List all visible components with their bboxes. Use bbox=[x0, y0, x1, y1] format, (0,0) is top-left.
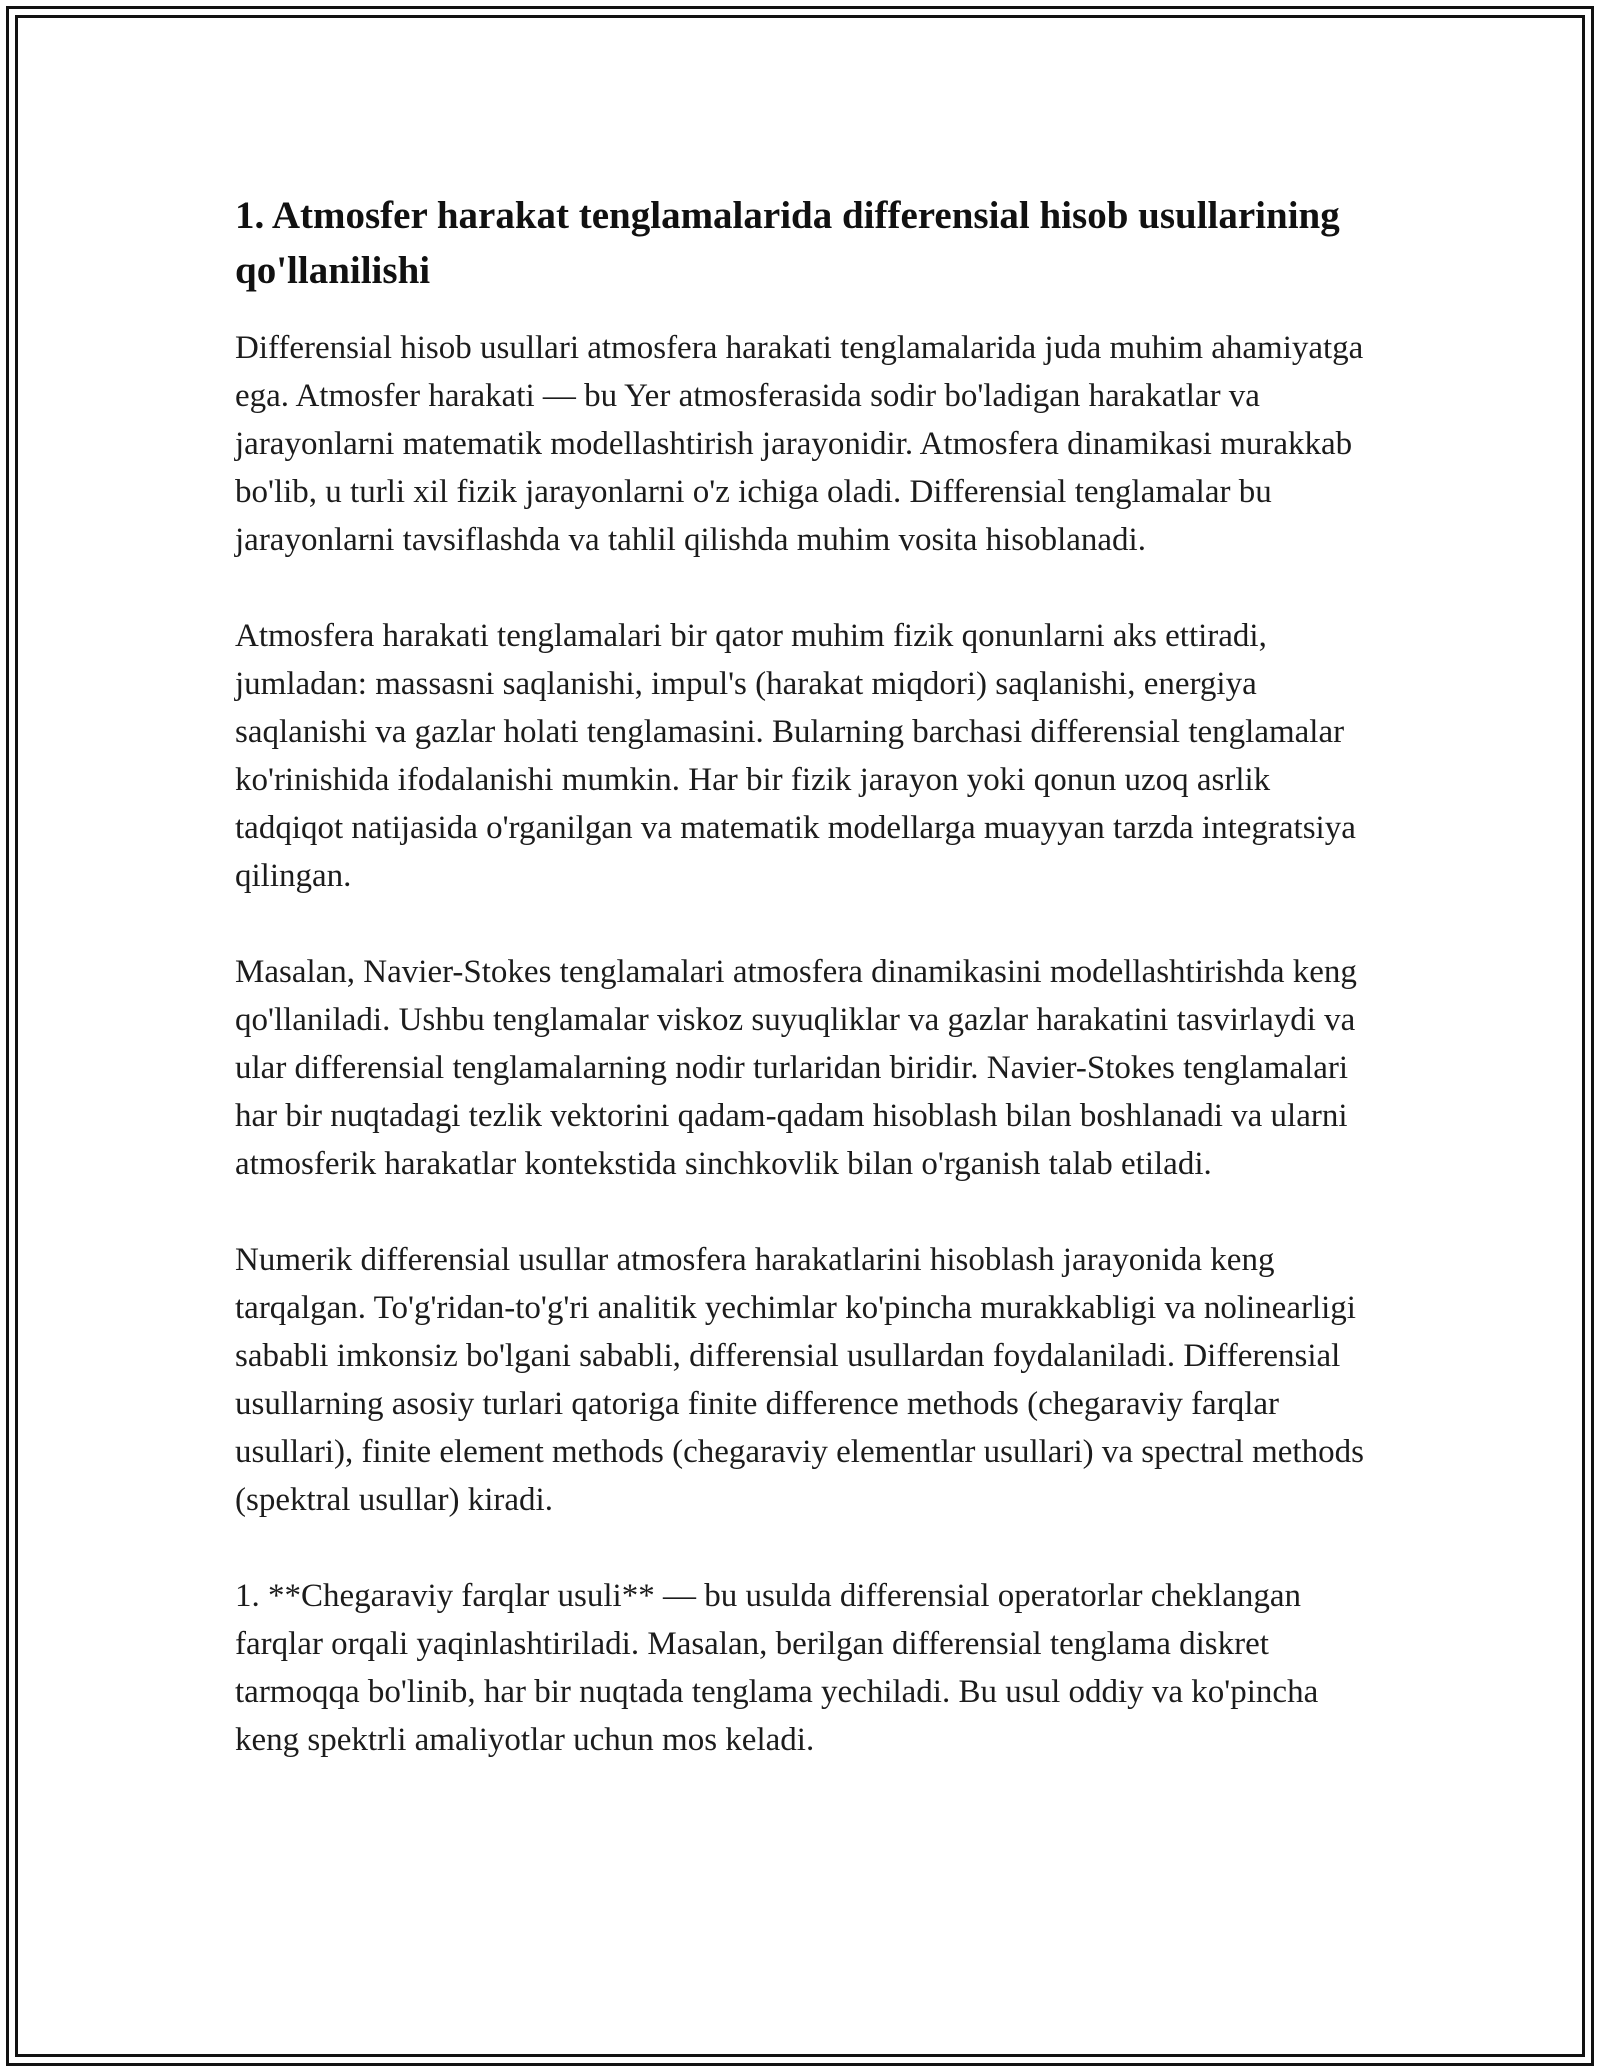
paragraph-numerical-methods: Numerik differensial usullar atmosfera harakatlarini hisoblash jarayonida keng tarqalgan. To'g'ridan-to'g'ri analitik yechimlar ko'pincha murakkabligi va nolinearligi sababli imkonsiz bo'lgani sababli, differensial usullardan foydalaniladi. Differensial usullarning asosiy turlari qatoriga finite difference methods (chegaraviy farqlar usullari), finite element methods (chegaraviy elementlar usullari) va spectral methods (spektral usullar) kiradi. bbox=[235, 1242, 1364, 1518]
section-heading: 1. Atmosfer harakat tenglamalarida differensial hisob usullarining qo'llanilishi bbox=[235, 194, 1340, 292]
paragraph-physical-laws: Atmosfera harakati tenglamalari bir qator muhim fizik qonunlarni aks ettiradi, jumladan: massasni saqlanishi, impul's (harakat miqdori) saqlanishi, energiya saqlanishi va gazlar holati tenglamasini. Bularning barchasi differensial tenglamalar ko'rinishida ifodalanishi mumkin. Har bir fizik jarayon yoki qonun uzoq asrlik tadqiqot natijasida o'rganilgan va matematik modellarga muayyan tarzda integratsiya qilingan. bbox=[235, 618, 1356, 894]
paragraph-navier-stokes: Masalan, Navier-Stokes tenglamalari atmosfera dinamikasini modellashtirishda keng qo'llaniladi. Ushbu tenglamalar viskoz suyuqliklar va gazlar harakatini tasvirlaydi va ular differensial tenglamalarning nodir turlaridan biridir. Navier-Stokes tenglamalari har bir nuqtadagi tezlik vektorini qadam-qadam hisoblash bilan boshlanadi va ularni atmosferik harakatlar kontekstida sinchkovlik bilan o'rganish talab etiladi. bbox=[235, 954, 1357, 1182]
paragraph-finite-difference: 1. **Chegaraviy farqlar usuli** — bu usulda differensial operatorlar cheklangan farqlar orqali yaqinlashtiriladi. Masalan, berilgan differensial tenglama diskret tarmoqqa bo'linib, har bir nuqtada tenglama yechiladi. Bu usul oddiy va ko'pincha keng spektrli amaliyotlar uchun mos keladi. bbox=[235, 1578, 1319, 1758]
document-body bbox=[235, 188, 1375, 1812]
paragraph-intro: Differensial hisob usullari atmosfera harakati tenglamalarida juda muhim ahamiyatga ega. Atmosfer harakati — bu Yer atmosferasida sodir bo'ladigan harakatlar va jarayonlarni matematik modellashtirish jarayonidir. Atmosfera dinamikasi murakkab bo'lib, u turli xil fizik jarayonlarni o'z ichiga oladi. Differensial tenglamalar bu jarayonlarni tavsiflashda va tahlil qilishda muhim vosita hisoblanadi. bbox=[235, 330, 1364, 558]
